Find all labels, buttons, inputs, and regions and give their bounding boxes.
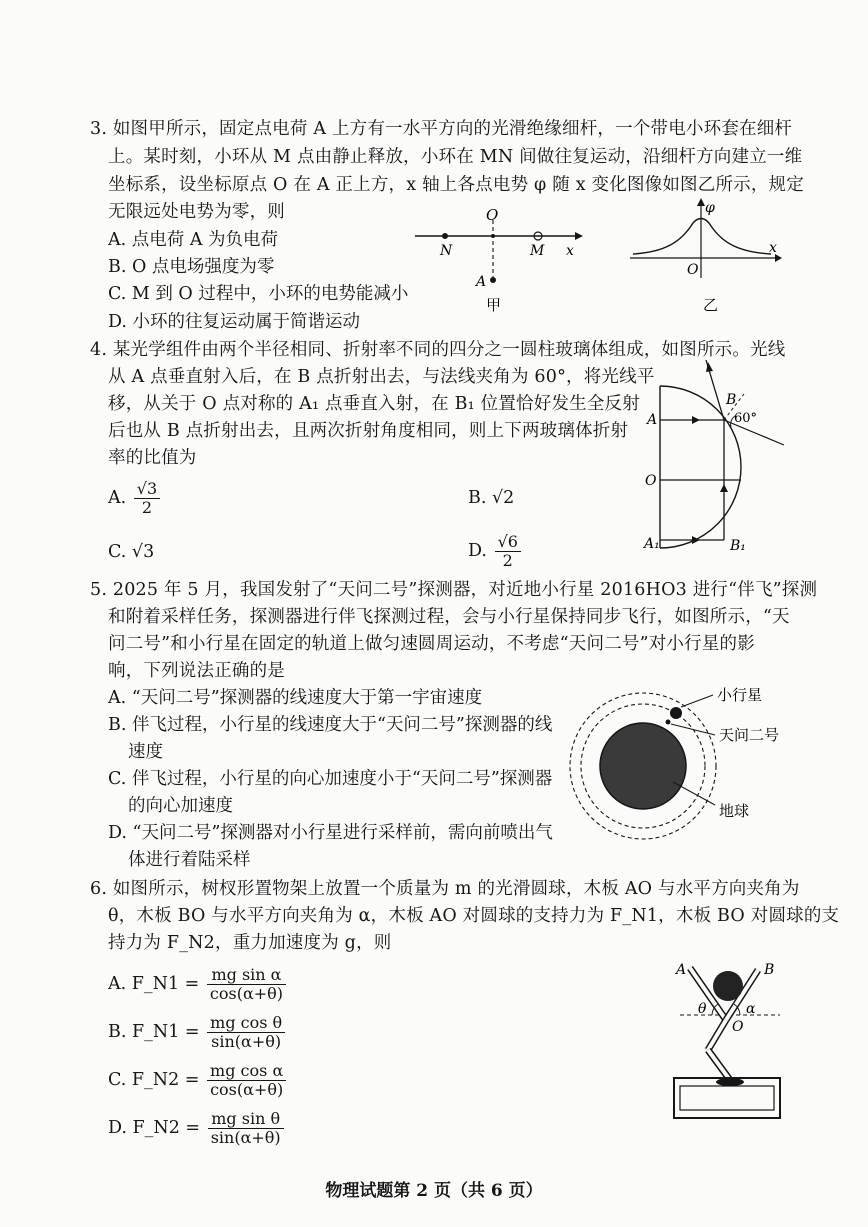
figure-q5-orbits	[565, 680, 790, 870]
q4-option-d: D. $\frac{√6}{2}$	[468, 533, 521, 570]
earth-icon	[600, 723, 686, 809]
q4-line-3: 移，从关于 O 点对称的 A₁ 点垂直入射，在 B₁ 位置恰好发生全反射	[108, 394, 640, 414]
q6-label-a: A	[676, 962, 687, 978]
jia-caption: 甲	[486, 296, 502, 314]
q6-line-2: θ，木板 BO 与水平方向夹角为 α，木板 AO 对圆球的支持力为 F_N1，木板 BO 对圆球的支	[108, 906, 840, 926]
q4-label-a: A	[647, 412, 658, 428]
q5-line-2: 和附着采样任务，探测器进行伴飞探测过程，会与小行星保持同步飞行，如图所示，“天	[108, 607, 790, 627]
q6-option-c: C. F_N2 = $\frac{\text{mg cos α}}{\cos(\alpha+\theta)}$	[108, 1062, 286, 1099]
asteroid-icon	[670, 707, 682, 719]
q6-label-theta: θ	[698, 1001, 707, 1017]
q4-label-b1: B₁	[730, 538, 746, 554]
q6-label-alpha: α	[746, 1001, 756, 1017]
q4-label-b: B	[726, 392, 737, 408]
ball-icon	[713, 971, 743, 1001]
q4-label-o: O	[645, 473, 657, 489]
q5-option-c: C. 伴飞过程，小行星的向心加速度小于“天问二号”探测器	[108, 769, 553, 789]
q3-option-a: A. 点电荷 A 为负电荷	[108, 230, 279, 250]
page-footer: 物理试题第 2 页（共 6 页）	[325, 1181, 543, 1201]
jia-label-n: N	[440, 243, 453, 259]
figure-q4-optics	[640, 360, 790, 562]
q4-label-angle: 60°	[734, 411, 758, 426]
q4-line-2: 从 A 点垂直射入后，在 B 点折射出去，与法线夹角为 60°，将光线平	[108, 367, 655, 387]
yi-label-phi: φ	[705, 200, 715, 216]
q5-option-b: B. 伴飞过程，小行星的线速度大于“天问二号”探测器的线	[108, 715, 553, 735]
q4-line-4: 后也从 B 点折射出去，且两次折射角度相同，则上下两玻璃体折射	[108, 421, 629, 441]
yi-caption: 乙	[703, 296, 719, 314]
q3-line-4: 无限远处电势为零，则	[108, 202, 285, 222]
q6-label-b: B	[764, 962, 775, 978]
jia-label-o: O	[486, 206, 499, 224]
q3-line-3: 坐标系，设坐标原点 O 在 A 正上方，x 轴上各点电势 φ 随 x 变化图像如图乙所示，规定	[108, 175, 804, 195]
q5-option-d: D. “天问二号”探测器对小行星进行采样前，需向前喷出气	[108, 823, 553, 843]
q5-option-a: A. “天问二号”探测器的线速度大于第一宇宙速度	[108, 688, 483, 708]
jia-label-x: x	[566, 243, 574, 259]
q6-line-3: 持力为 F_N2，重力加速度为 g，则	[108, 933, 392, 953]
q4-option-a: A. $\frac{√3}{2}$	[108, 480, 160, 517]
q4-option-b: B. √2	[468, 488, 515, 508]
yi-label-x: x	[769, 240, 777, 256]
q3-line-1: 3. 如图甲所示，固定点电荷 A 上方有一水平方向的光滑绝缘细杆，一个带电小环套在细杆	[90, 119, 793, 139]
q6-line-1: 6. 如图所示，树杈形置物架上放置一个质量为 m 的光滑圆球，木板 AO 与水平方向夹角为	[90, 879, 800, 899]
figure-yi	[625, 196, 785, 318]
jia-label-a: A	[476, 274, 487, 290]
q4-line-5: 率的比值为	[108, 448, 197, 468]
probe-icon	[666, 720, 671, 725]
q5-option-c-cont: 的向心加速度	[128, 796, 233, 816]
q6-option-a: A. F_N1 = $\frac{\text{mg sin α}}{\cos(\alpha+\theta)}$	[108, 966, 286, 1003]
q5-line-4: 响，下列说法正确的是	[108, 661, 285, 681]
jia-label-m: M	[530, 243, 545, 259]
q4-label-a1: A₁	[644, 536, 660, 552]
q3-option-c: C. M 到 O 过程中，小环的电势能减小	[108, 284, 409, 304]
q5-line-3: 问二号”和小行星在固定的轨道上做匀速圆周运动，不考虑“天问二号”对小行星的影	[108, 634, 755, 654]
q5-line-1: 5. 2025 年 5 月，我国发射了“天问二号”探测器，对近地小行星 2016HO3 进行“伴飞”探测	[90, 580, 818, 600]
q5-label-probe: 天问二号	[719, 726, 780, 744]
q3-line-2: 上。某时刻，小环从 M 点由静止释放，小环在 MN 间做往复运动，沿细杆方向建立一维	[108, 147, 803, 167]
q6-label-o: O	[732, 1019, 744, 1035]
q6-option-b: B. F_N1 = $\frac{\text{mg cos θ}}{\sin(\alpha+\theta)}$	[108, 1014, 285, 1051]
q5-option-d-cont: 体进行着陆采样	[128, 850, 251, 870]
q4-option-c: C. √3	[108, 542, 155, 562]
q6-option-d: D. F_N2 = $\frac{\text{mg sin θ}}{\sin(\alpha+\theta)}$	[108, 1110, 284, 1147]
q5-label-earth: 地球	[719, 802, 750, 820]
q3-option-b: B. O 点电场强度为零	[108, 257, 275, 277]
q5-option-b-cont: 速度	[128, 742, 163, 762]
q3-option-d: D. 小环的往复运动属于简谐运动	[108, 312, 361, 332]
q4-line-1: 4. 某光学组件由两个半径相同、折射率不同的四分之一圆柱玻璃体组成，如图所示。光线	[90, 340, 786, 360]
q5-label-asteroid: 小行星	[717, 686, 763, 704]
yi-label-o: O	[687, 262, 699, 278]
figure-q6-rack	[660, 958, 800, 1150]
figure-jia	[405, 200, 595, 320]
